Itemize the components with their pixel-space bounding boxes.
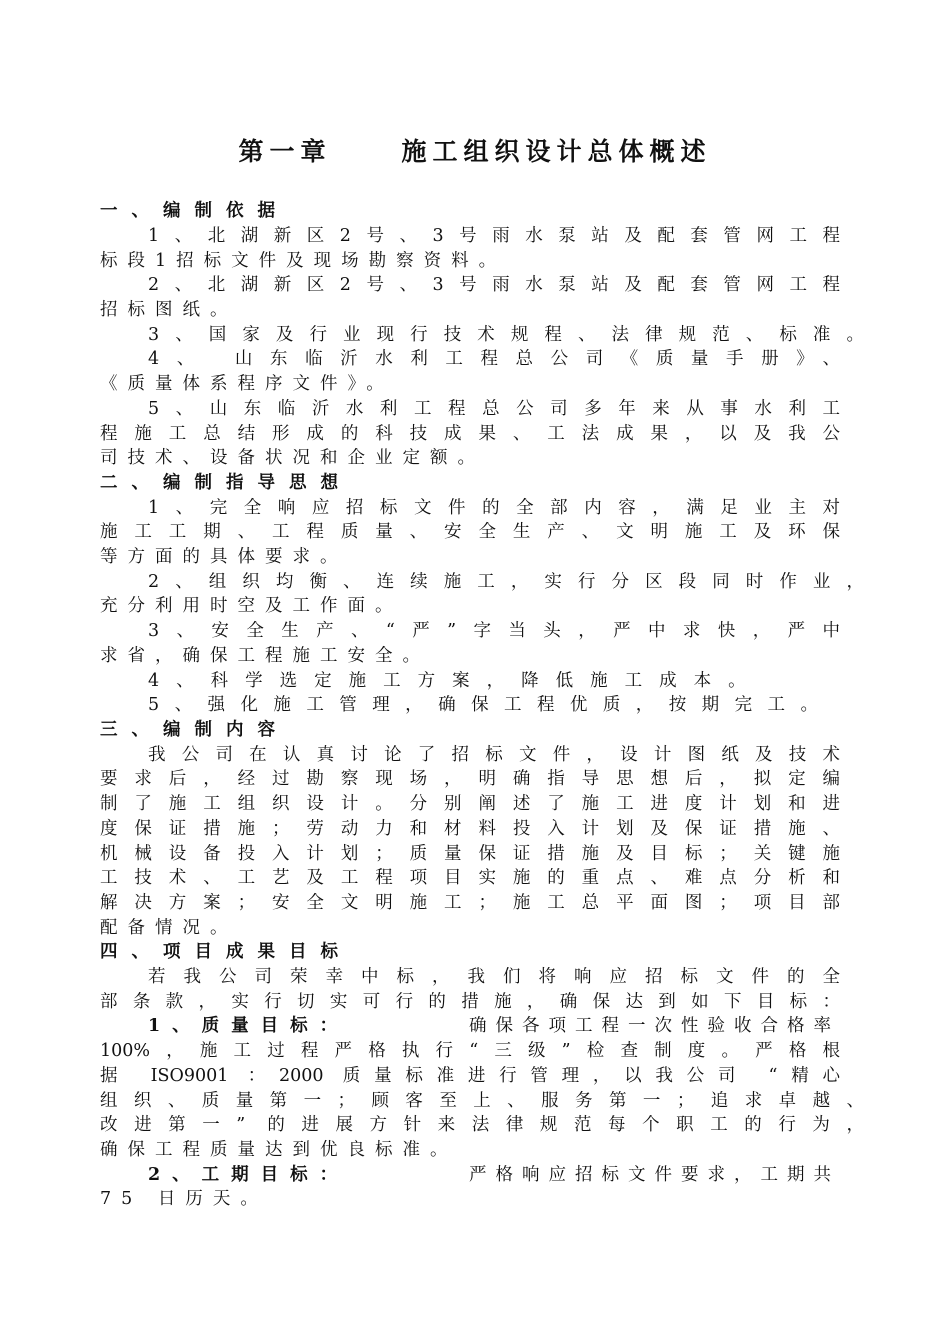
- paragraph-line: 司技术、设备状况和企业定额。: [100, 448, 485, 468]
- paragraph-line: 4、科学选定施工方案，降低施工成本。: [148, 671, 763, 691]
- paragraph-line: 度保证措施；劳动力和材料投入计划及保证措施、: [100, 819, 840, 839]
- paragraph-line: [148, 1014, 840, 1039]
- paragraph-line: 组织、质量第一；顾客至上、服务第一；追求卓越、: [100, 1091, 864, 1111]
- chapter-title: 施工组织设计总体概述: [401, 137, 712, 166]
- quality-target-label: 1、质量目标：: [148, 1016, 350, 1036]
- section-heading-2: 二、编制指导思想: [100, 473, 352, 493]
- paragraph-line: 1、完全响应招标文件的全部内容，满足业主对: [148, 498, 840, 518]
- paragraph-line: 《质量体系程序文件》。: [100, 374, 394, 394]
- quality-target-text: 确保各项工程一次性验收合格率: [469, 1016, 840, 1036]
- paragraph-line: 4、 山东临沂水利工程总公司《质量手册》、: [148, 349, 840, 369]
- paragraph-line: 若我公司荣幸中标，我们将响应招标文件的全: [148, 967, 840, 987]
- paragraph-line: 5、强化施工管理，确保工程优质，按期完工。: [148, 695, 818, 715]
- section-heading-3: 三、编制内容: [100, 720, 289, 740]
- paragraph-line: 75 日历天。: [100, 1189, 268, 1209]
- paragraph-line: 100%，施工过程严格执行“三级”检查制度。严格根: [100, 1041, 840, 1061]
- paragraph-line: 机械设备投入计划；质量保证措施及目标；关键施: [100, 844, 840, 864]
- paragraph-line: 制了施工组织设计。分别阐述了施工进度计划和进: [100, 794, 840, 814]
- paragraph-line: 3、安全生产、“严”字当头，严中求快，严中: [148, 621, 840, 641]
- paragraph-line: 充分利用时空及工作面。: [100, 596, 403, 616]
- paragraph-line: 施工工期、工程质量、安全生产、文明施工及环保: [100, 522, 840, 542]
- chapter-label: 第一章: [238, 137, 332, 166]
- paragraph-line: 改进第一” 的进展方针来法律规范每个职工的行为，: [100, 1115, 864, 1135]
- paragraph-line: [148, 1163, 840, 1188]
- paragraph-line: 解决方案；安全文明施工；施工总平面图；项目部: [100, 893, 840, 913]
- section-heading-1: 一、编制依据: [100, 201, 289, 221]
- paragraph-line: 招标图纸。: [100, 300, 238, 320]
- paragraph-line: 配备情况。: [100, 918, 238, 938]
- paragraph-line: 我公司在认真讨论了招标文件，设计图纸及技术: [148, 745, 840, 765]
- paragraph-line: 3、国家及行业现行技术规程、法律规范、标准。: [148, 325, 864, 345]
- paragraph-line: 工技术、工艺及工程项目实施的重点、难点分析和: [100, 868, 840, 888]
- paragraph-line: 标段1招标文件及现场勘察资料。: [100, 251, 507, 271]
- schedule-target-text: 严格响应招标文件要求，工期共: [469, 1165, 840, 1185]
- paragraph-line: 5、山东临沂水利工程总公司多年来从事水利工: [148, 399, 840, 419]
- paragraph-line: 部条款，实行切实可行的措施，确保达到如下目标：: [100, 992, 840, 1012]
- paragraph-line: 2、北湖新区2号、3号雨水泵站及配套管网工程: [148, 275, 840, 295]
- paragraph-line: 要求后，经过勘察现场，明确指导思想后，拟定编: [100, 769, 840, 789]
- paragraph-line: 1、北湖新区2号、3号雨水泵站及配套管网工程: [148, 226, 840, 246]
- paragraph-line: 确保工程质量达到优良标准。: [100, 1140, 458, 1160]
- section-heading-4: 四、项目成果目标: [100, 942, 352, 962]
- schedule-target-label: 2、工期目标：: [148, 1165, 350, 1185]
- paragraph-line: 2、组织均衡、连续施工，实行分区段同时作业，: [148, 572, 864, 592]
- paragraph-line: 程施工总结形成的科技成果、工法成果，以及我公: [100, 424, 840, 444]
- paragraph-line: 等方面的具体要求。: [100, 547, 348, 567]
- paragraph-line: 据 ISO9001 ：2000 质量标准进行管理，以我公司 “精心: [100, 1066, 840, 1086]
- page-title: [0, 132, 950, 168]
- paragraph-line: 求省，确保工程施工安全。: [100, 646, 430, 666]
